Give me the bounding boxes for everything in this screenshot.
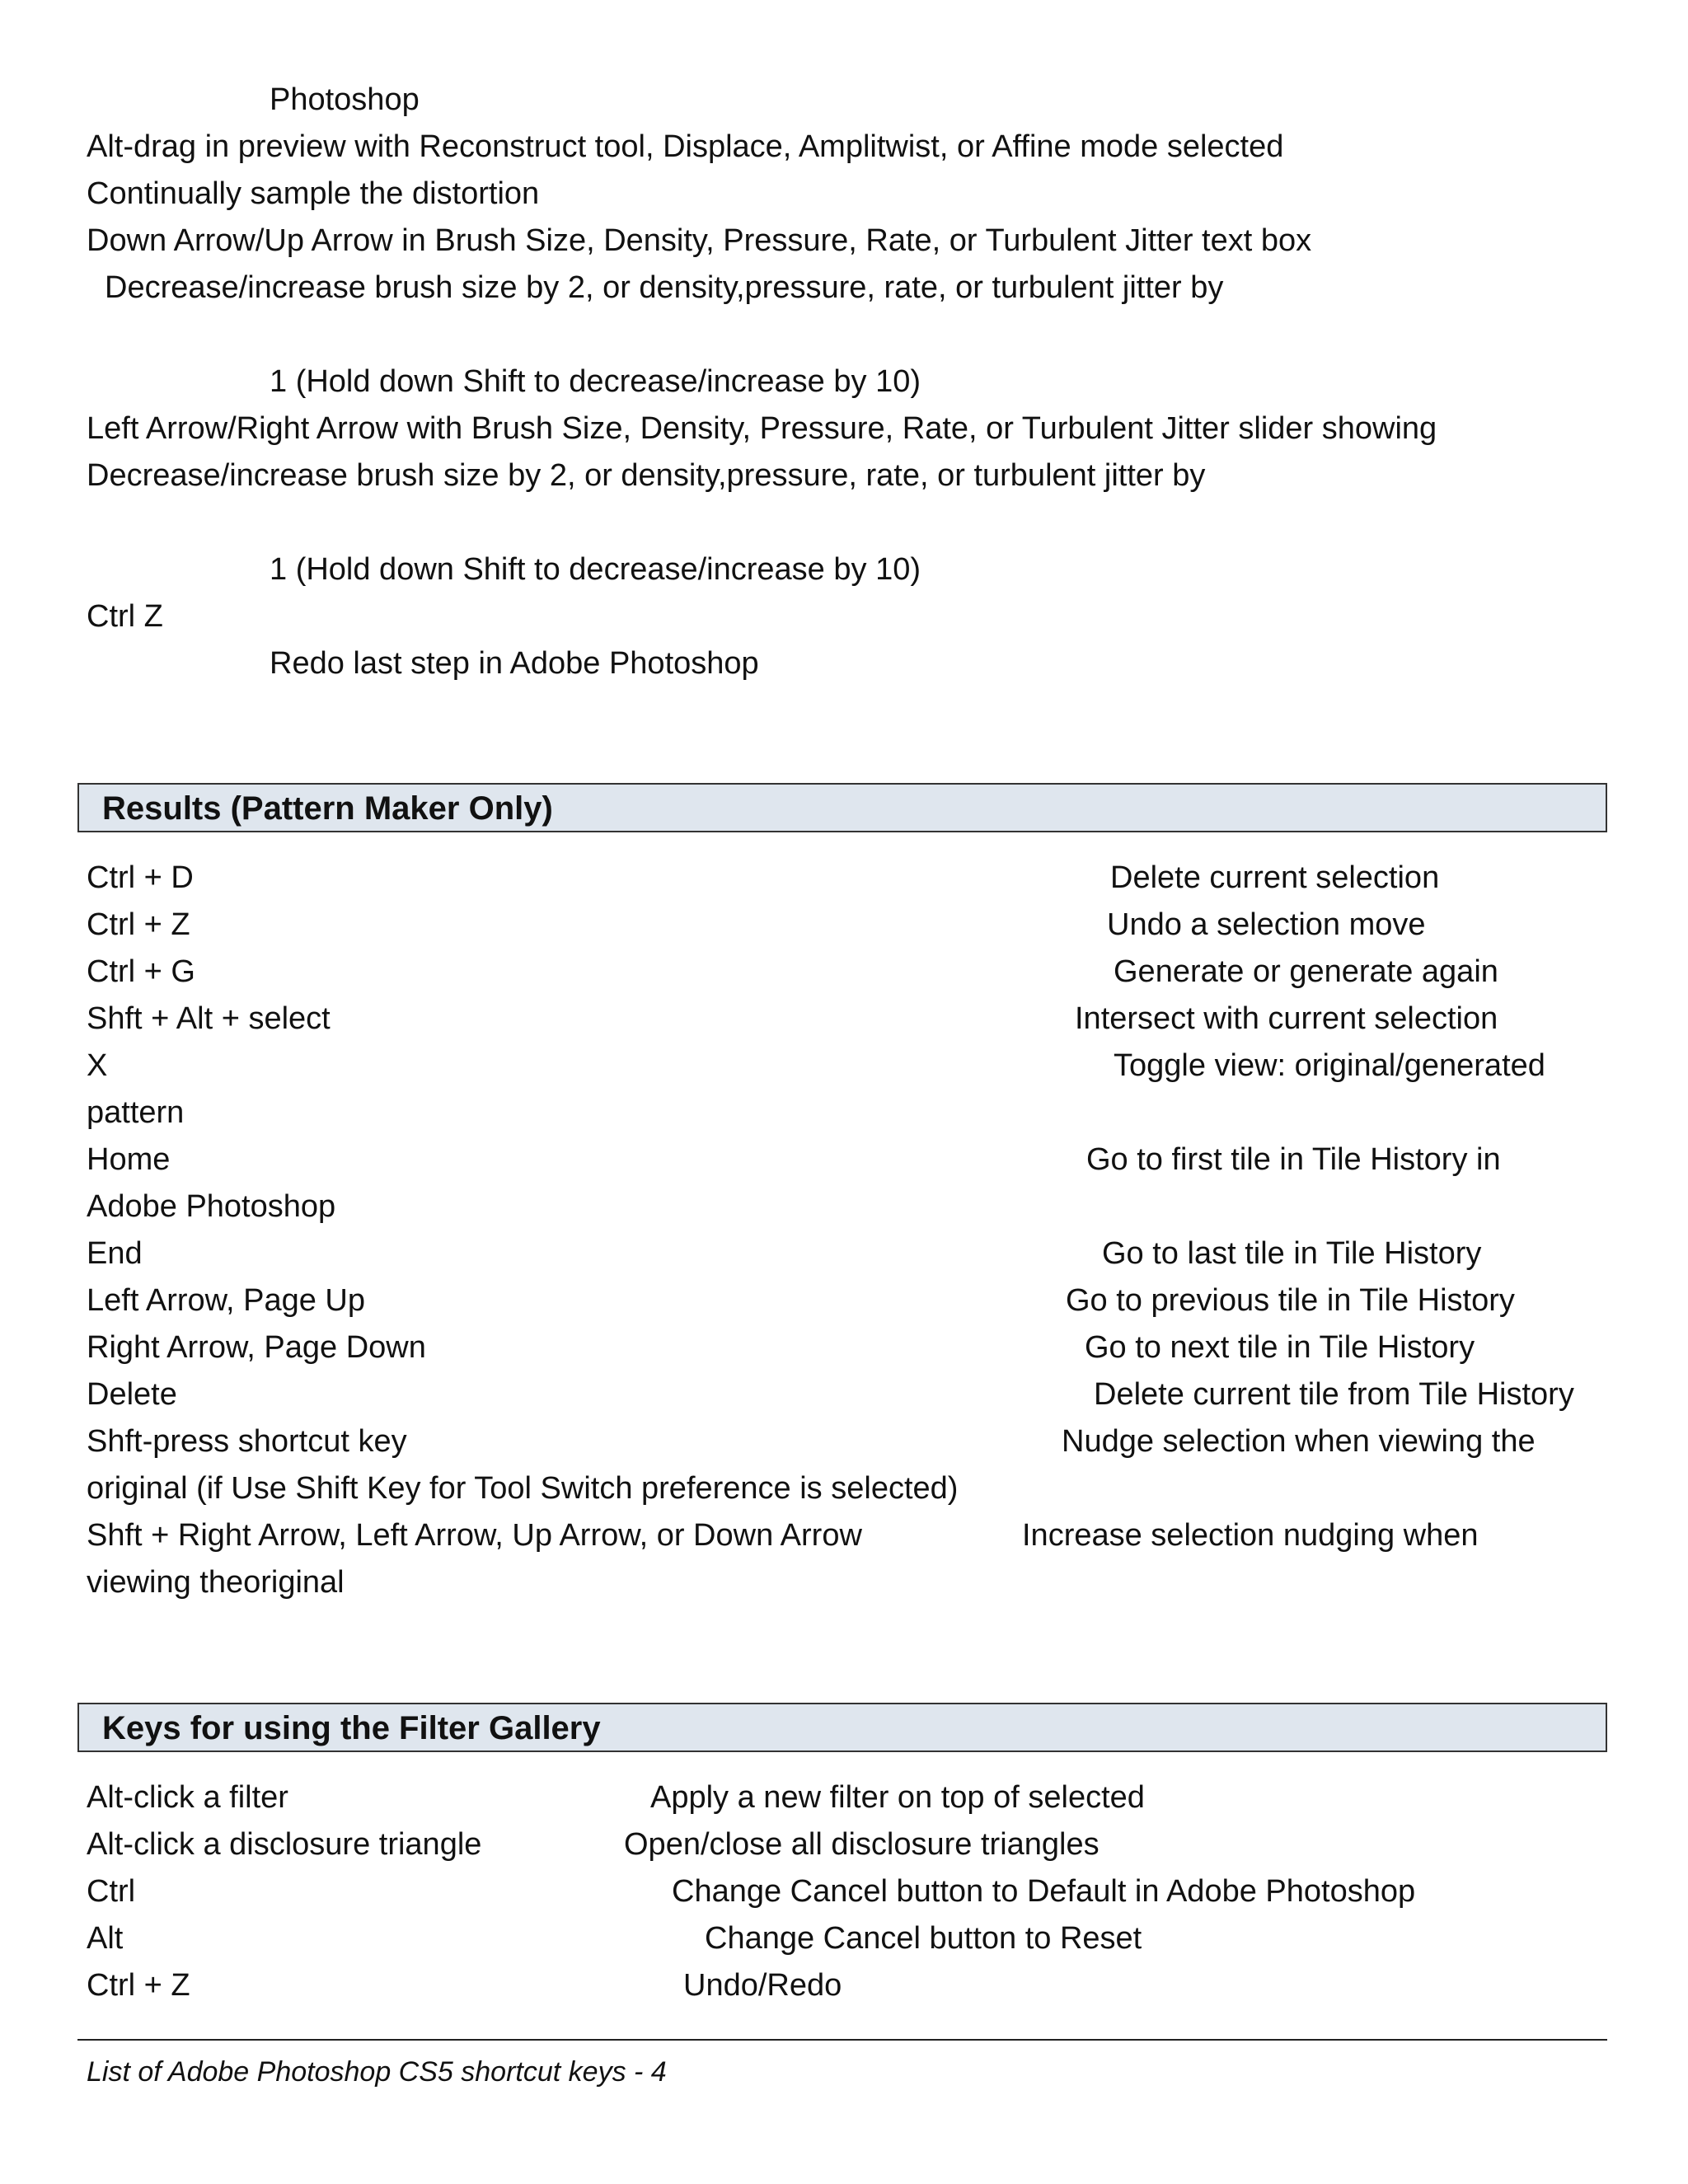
shortcut-key: Alt-click a filter (87, 1780, 288, 1815)
shortcut-key: Ctrl + G (87, 954, 195, 989)
shortcut-key: Alt-click a disclosure triangle (87, 1827, 482, 1862)
shortcut-desc: Change Cancel button to Default in Adobe Photoshop (672, 1874, 1416, 1909)
footer-rule (77, 2039, 1607, 2041)
shortcut-key: Ctrl + Z (87, 1968, 190, 2003)
text-line: Decrease/increase brush size by 2, or density,pressure, rate, or turbulent jitter by (87, 458, 1206, 493)
text-line: 1 (Hold down Shift to decrease/increase by 10) (270, 364, 921, 399)
text-line: Left Arrow/Right Arrow with Brush Size, Density, Pressure, Rate, or Turbulent Jitter slider showing (87, 411, 1437, 446)
text-line: Down Arrow/Up Arrow in Brush Size, Density, Pressure, Rate, or Turbulent Jitter text box (87, 223, 1312, 258)
shortcut-key: Adobe Photoshop (87, 1189, 336, 1224)
shortcut-key: original (if Use Shift Key for Tool Switch preference is selected) (87, 1471, 959, 1506)
shortcut-desc: Go to next tile in Tile History (1085, 1330, 1475, 1365)
shortcut-key: Shft + Right Arrow, Left Arrow, Up Arrow, or Down Arrow (87, 1518, 862, 1553)
shortcut-desc: Delete current tile from Tile History (1094, 1377, 1574, 1412)
shortcut-key: Ctrl + D (87, 860, 194, 895)
shortcut-key: Right Arrow, Page Down (87, 1330, 426, 1365)
section-title: Results (Pattern Maker Only) (102, 790, 553, 827)
text-line: Photoshop (270, 82, 420, 117)
text-line: 1 (Hold down Shift to decrease/increase by 10) (270, 552, 921, 587)
text-line: Redo last step in Adobe Photoshop (270, 646, 759, 681)
shortcut-key: Left Arrow, Page Up (87, 1283, 365, 1318)
shortcut-desc: Go to previous tile in Tile History (1066, 1283, 1515, 1318)
shortcut-desc: Undo/Redo (683, 1968, 842, 2003)
text-line: Continually sample the distortion (87, 176, 540, 211)
text-line: Ctrl Z (87, 599, 163, 634)
text-line: Alt-drag in preview with Reconstruct tool, Displace, Amplitwist, or Affine mode selected (87, 129, 1284, 164)
shortcut-key: Home (87, 1142, 171, 1177)
shortcut-key: Ctrl + Z (87, 907, 190, 942)
shortcut-desc: Intersect with current selection (1075, 1001, 1498, 1036)
shortcut-key: Alt (87, 1921, 124, 1956)
shortcut-desc: Undo a selection move (1107, 907, 1426, 942)
shortcut-desc: Open/close all disclosure triangles (624, 1827, 1100, 1862)
shortcut-key: X (87, 1048, 108, 1083)
section-header-pattern-maker (77, 783, 1607, 832)
shortcut-desc: Generate or generate again (1114, 954, 1498, 989)
shortcut-desc: Go to first tile in Tile History in (1086, 1142, 1501, 1177)
shortcut-key: Ctrl (87, 1874, 136, 1909)
shortcut-key: Delete (87, 1377, 177, 1412)
text-line: Decrease/increase brush size by 2, or density,pressure, rate, or turbulent jitter by (105, 270, 1224, 305)
section-title: Keys for using the Filter Gallery (102, 1710, 601, 1746)
shortcut-key: Shft-press shortcut key (87, 1424, 407, 1459)
shortcut-desc: Nudge selection when viewing the (1062, 1424, 1536, 1459)
shortcut-desc: Change Cancel button to Reset (705, 1921, 1142, 1956)
shortcut-key: viewing theoriginal (87, 1565, 345, 1600)
shortcut-desc: Apply a new filter on top of selected (650, 1780, 1145, 1815)
section-header-filter-gallery (77, 1703, 1607, 1752)
shortcut-desc: Toggle view: original/generated (1114, 1048, 1545, 1083)
shortcut-desc: Delete current selection (1110, 860, 1440, 895)
shortcut-key: pattern (87, 1095, 185, 1130)
shortcut-desc: Go to last tile in Tile History (1102, 1236, 1482, 1271)
shortcut-key: End (87, 1236, 143, 1271)
shortcut-key: Shft + Alt + select (87, 1001, 331, 1036)
page-footer: List of Adobe Photoshop CS5 shortcut keys - 4 (87, 2056, 667, 2088)
shortcut-desc: Increase selection nudging when (1022, 1518, 1479, 1553)
